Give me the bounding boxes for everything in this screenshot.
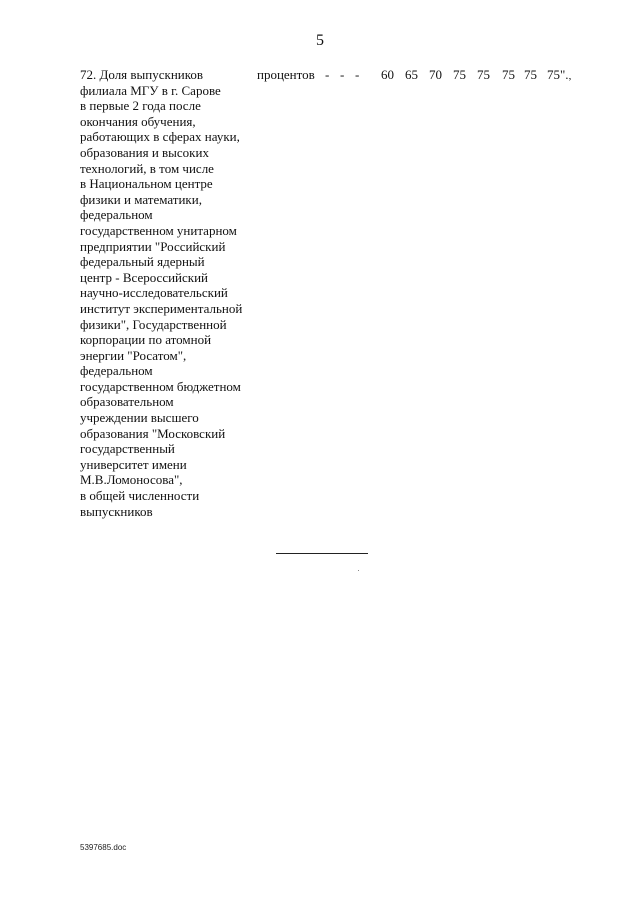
indicator-line: центр - Всероссийский: [80, 269, 209, 285]
indicator-line: предприятии "Российский: [80, 238, 226, 254]
indicator-value: 75: [502, 67, 515, 82]
indicator-line: физики и математики,: [80, 191, 202, 207]
indicator-line: институт экспериментальной: [80, 300, 243, 316]
indicator-line: образования "Московский: [80, 425, 226, 441]
closing-trailing-mark: ,: [568, 70, 572, 82]
indicator-line: энергии "Росатом",: [80, 347, 187, 363]
indicator-line: федеральный ядерный: [80, 254, 205, 270]
indicator-value: 65: [405, 67, 418, 82]
indicator-value: -: [340, 67, 345, 82]
indicator-line: государственном бюджетном: [80, 378, 241, 394]
indicator-line: федеральном: [80, 363, 153, 379]
indicator-line: окончания обучения,: [80, 113, 196, 129]
indicator-line: технологий, в том числе: [80, 160, 214, 176]
indicator-line: работающих в сферах науки,: [80, 129, 240, 145]
indicator-line: в Национальном центре: [80, 176, 213, 192]
page-number: 5: [316, 32, 324, 49]
indicator-value: -: [355, 67, 360, 82]
indicator-value: 75: [477, 67, 490, 82]
indicator-value: 75: [453, 67, 466, 82]
indicator-value: 75: [524, 67, 537, 82]
indicator-line: государственном унитарном: [80, 222, 237, 238]
indicator-line: в общей численности: [80, 488, 200, 504]
divider-dot: [358, 570, 359, 571]
indicator-value-last: [547, 67, 571, 85]
indicator-line: федеральном: [80, 207, 153, 223]
section-divider: [276, 553, 368, 554]
indicator-line: образовательном: [80, 394, 174, 410]
indicator-line: М.В.Ломоносова",: [80, 472, 183, 488]
indicator-line: образования и высоких: [80, 144, 209, 160]
indicator-value: 60: [381, 67, 394, 82]
indicator-line: государственный: [80, 441, 175, 457]
indicator-line: университет имени: [80, 456, 187, 472]
indicator-line: учреждении высшего: [80, 410, 199, 426]
indicator-line: филиала МГУ в г. Сарове: [80, 82, 221, 98]
indicator-description: [80, 67, 250, 519]
indicator-value: 75: [547, 67, 560, 82]
indicator-line: научно-исследовательский: [80, 285, 228, 301]
indicator-unit: процентов: [257, 67, 315, 82]
indicator-line: корпорации по атомной: [80, 332, 212, 348]
closing-quote-mark: ".: [560, 67, 569, 82]
indicator-value: 70: [429, 67, 442, 82]
indicator-line: 72. Доля выпускников: [80, 67, 204, 82]
indicator-value: -: [325, 67, 330, 82]
document-code: 5397685.doc: [80, 843, 127, 852]
indicator-line: физики", Государственной: [80, 316, 227, 332]
indicator-line: выпускников: [80, 503, 153, 519]
indicator-line: в первые 2 года после: [80, 98, 201, 114]
